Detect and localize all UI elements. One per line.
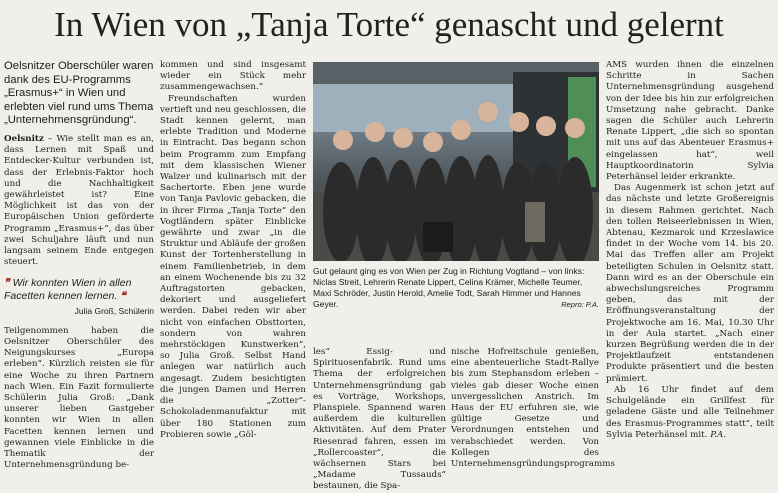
quote-content: Wir konnten Wien in allen Facetten kennen lernen. xyxy=(4,277,132,302)
article-intro: Oelsnitzer Oberschüler waren dank des EU-Programms „Erasmus+“ in Wien und erlebten viel rund ums Thema „Unternehmensgründung“. xyxy=(4,60,154,127)
article-headline: In Wien von „Tanja Torte“ genascht und gelernt xyxy=(54,5,724,44)
article-text: Ab 16 Uhr findet auf dem Schulgelände ein Grillfest für geladene Gäste und alle Teilnehmer des Erasmus-Programmes statt“, teilt Sylvia Peterhänsel mit. xyxy=(606,384,774,440)
pull-quote-text xyxy=(4,277,154,302)
group-photo-illustration xyxy=(313,62,599,261)
article-paragraph: les“ Essig- und Spirituosenfabrik. Rund ums Thema der erfolgreichen Unternehmensgründung gab es Vorträge, Workshops, Planspiele. Spannend waren außerdem die kulturellen Aktivitäten. Auf dem Prater Riesenrad fahren, essen im „Rollercoaster“, die wächsernen Stars bei „Madame Tussauds“ bestaunen, die Spa- xyxy=(313,347,446,492)
article-paragraph: AMS wurden ihnen die einzelnen Schritte in Sachen Unternehmensgründung ausgehend von der Idee bis hin zur erfolgreichen Umsetzung nahe gebracht. Danke sagen die Schüler auch Lehrerin Renate Lippert, „die sich so spontan mit uns auf das Abenteuer Erasmus+ eingelassen hat“, weil Hauptkoordinatorin Sylvia Peterhänsel leider erkrankte. xyxy=(606,60,774,183)
article-text: – Wie stellt man es an, dass Lernen mit Spaß und Entdecker-Kultur verbunden ist, dass der Erlebnis-Faktor hoch und die Nachhaltigkeit gewährleistet ist? Eine Möglichkeit ist das von der Europäischen Union geförderte Programm „Erasmus+“, das über zwei Schuljahre läuft und nun langsam seinem Ende entgegen steuert. xyxy=(4,133,154,268)
article-column-5 xyxy=(606,60,774,441)
article-paragraph: Freundschaften wurden vertieft und neu geschlossen, die Stadt kennen gelernt, man erlebte Tradition und Moderne in Eintracht. Das begann schon beim Programm zum Empfang mit dem klassischen Wiener Walzer und kulinarisch mit der Sachertorte. Eben jene wurde von Tanja Pavlovic gebacken, die in ihrer Firma „Tanja Torte“ den Vogtländern später Einblicke gewährte und zwar „in die Struktur und Abläufe der großen Kunst der Tortenherstellung in einem Familienbetrieb, in dem an einem Wochenende bis zu 32 Auftragstorten gebacken, dekoriert und ausgeliefert werden. Dabei reden wir aber nicht von einfachen Obsttorten, sondern von wahren mehrstöckigen Kunstwerken“, so Julia Groß. Selbst Hand anlegen war natürlich auch angesagt. Zudem besichtigten die jungen Damen und Herren die „Zotter“-Schokoladenmanufaktur mit über 180 Stationen zum Probieren sowie „Göl- xyxy=(160,93,306,440)
quote-open-mark: ❞ xyxy=(4,277,10,290)
article-column-4 xyxy=(451,347,615,470)
dateline-place: Oelsnitz xyxy=(4,133,44,144)
author-initials: P.A. xyxy=(710,429,727,440)
photo-caption xyxy=(313,266,599,310)
quote-close-mark: ❝ xyxy=(120,290,126,302)
article-paragraph: Das Augenmerk ist schon jetzt auf das nächste und letzte Großereignis in diesem Rahmen gerichtet. Nach den tollen Reiseerlebnissen in Wien, Abtenau, Kezmarok und Krzeslawice findet in der Woche vom 14. bis 20. Mai das Treffen aller am Projekt beteiligten Schulen in Oelsnitz statt. Dann wird es an der Oberschule ein abwechslungsreiches Programm geben, das mit der Eröffnungsveranstaltung der Projektwoche am 16. Mai, 10.30 Uhr in der Aula startet. „Nach einer kurzen Begrüßung werden die in der Projektlaufzeit entstandenen Produkte präsentiert und die besten prämiert. xyxy=(606,183,774,384)
group-photo xyxy=(313,62,599,261)
article-column-3 xyxy=(313,347,446,493)
article-column-2 xyxy=(160,60,306,441)
pull-quote-author: Julia Groß, Schülerin xyxy=(74,305,154,316)
article-column-1 xyxy=(4,60,154,471)
article-paragraph xyxy=(4,134,154,268)
article-paragraph: Teilgenommen haben die Oelsnitzer Oberschüler des Neigungskurses „Europa erleben“. Kürzlich reisten sie für eine Woche zu ihren Partnern nach Wien. Ein Fazit formulierte Schülerin Julia Groß: „Dank unserer lieben Gastgeber konnten wir Wien in allen Facetten kennen lernen und gewannen viele Einblicke in die Thematik der Unternehmensgründung be- xyxy=(4,325,154,471)
photo-credit: Repro: P.A. xyxy=(561,300,599,309)
photo-caption-text: Gut gelaunt ging es von Wien per Zug in Richtung Vogtland – von links: Niclas Streit, Lehrerin Renate Lippert, Celina Krämer, Michelle Teumer, Maxi Schröder, Justin Herold, Amelie Todt, Sarah Himmer und Hannes Geyer. xyxy=(313,266,585,309)
article-paragraph: nische Hofreitschule genießen, eine abenteuerliche Stadt-Rallye bis zum Stephansdom erleben – vieles gab dieser Woche einen unvergesslichen Anstrich. Im Haus der EU erfuhren sie, wie gültige Gesetze und Verordnungen entstehen und verabschiedet werden. Von Kollegen des Unternehmensgründungsprogramms xyxy=(451,347,615,470)
article-paragraph: kommen und sind insgesamt wieder ein Stück mehr zusammengewachsen.“ xyxy=(160,60,306,93)
pull-quote xyxy=(4,274,154,319)
